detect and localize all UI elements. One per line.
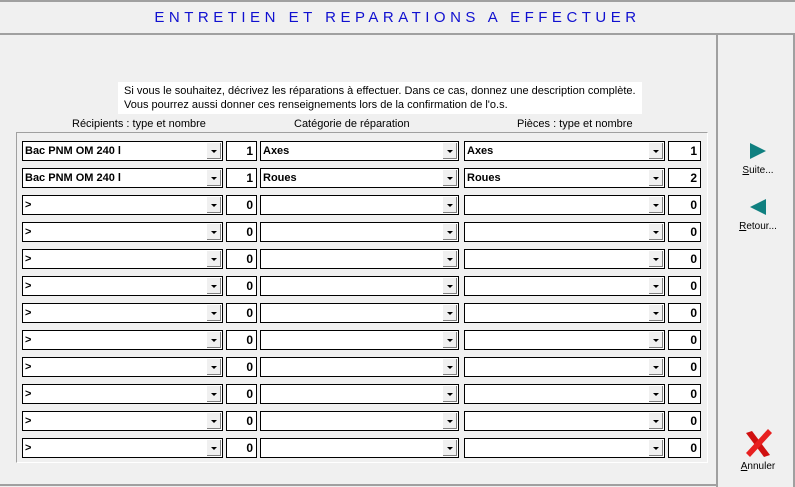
recipient-qty-field[interactable] — [226, 141, 257, 161]
part-combo[interactable] — [464, 276, 665, 296]
part-combo[interactable] — [464, 303, 665, 323]
part-qty-field[interactable] — [668, 330, 701, 350]
chevron-down-icon[interactable] — [207, 170, 221, 186]
cancel-label-rest: nnuler — [747, 461, 776, 472]
cancel-button[interactable] — [728, 427, 788, 472]
recipient-combo[interactable] — [22, 438, 223, 458]
recipient-combo-value: > — [25, 361, 32, 373]
category-combo-value: Roues — [263, 172, 297, 184]
chevron-down-icon[interactable] — [443, 440, 457, 456]
cancel-x-icon — [742, 427, 774, 459]
chevron-down-icon[interactable] — [649, 386, 663, 402]
category-combo[interactable] — [260, 357, 459, 377]
category-combo[interactable] — [260, 438, 459, 458]
chevron-down-icon[interactable] — [207, 143, 221, 159]
part-qty-field[interactable] — [668, 357, 701, 377]
recipient-qty-field-value: 0 — [246, 306, 253, 320]
recipient-combo-value: > — [25, 280, 32, 292]
recipient-qty-field-value: 0 — [246, 360, 253, 374]
chevron-down-icon[interactable] — [443, 251, 457, 267]
recipient-qty-field[interactable] — [226, 411, 257, 431]
chevron-down-icon[interactable] — [649, 197, 663, 213]
recipient-qty-field-value: 0 — [246, 414, 253, 428]
part-combo[interactable] — [464, 438, 665, 458]
info-line: Vous pourrez aussi donner ces renseignements lors de la confirmation de l'o.s. — [124, 99, 508, 111]
part-qty-field-value: 0 — [690, 279, 697, 293]
cancel-accesskey: A — [740, 461, 748, 472]
recipient-combo[interactable] — [22, 330, 223, 350]
recipient-combo[interactable] — [22, 276, 223, 296]
chevron-down-icon[interactable] — [443, 386, 457, 402]
part-qty-field-value: 0 — [690, 441, 697, 455]
part-qty-field-value: 0 — [690, 414, 697, 428]
chevron-down-icon[interactable] — [207, 224, 221, 240]
part-combo[interactable] — [464, 330, 665, 350]
recipient-combo[interactable] — [22, 249, 223, 269]
recipient-qty-field-value: 0 — [246, 279, 253, 293]
chevron-down-icon[interactable] — [443, 224, 457, 240]
chevron-down-icon[interactable] — [207, 278, 221, 294]
recipient-qty-field[interactable] — [226, 330, 257, 350]
category-combo[interactable] — [260, 168, 459, 188]
part-qty-field[interactable] — [668, 141, 701, 161]
chevron-down-icon[interactable] — [207, 413, 221, 429]
part-combo[interactable] — [464, 168, 665, 188]
recipient-combo-value: > — [25, 388, 32, 400]
recipient-qty-field[interactable] — [226, 276, 257, 296]
chevron-down-icon[interactable] — [649, 440, 663, 456]
part-combo[interactable] — [464, 411, 665, 431]
chevron-down-icon[interactable] — [649, 251, 663, 267]
chevron-down-icon[interactable] — [649, 359, 663, 375]
chevron-down-icon[interactable] — [443, 332, 457, 348]
divider — [0, 484, 716, 486]
chevron-down-icon[interactable] — [207, 386, 221, 402]
part-qty-field[interactable] — [668, 168, 701, 188]
chevron-down-icon[interactable] — [649, 278, 663, 294]
part-combo[interactable] — [464, 384, 665, 404]
part-qty-field[interactable] — [668, 276, 701, 296]
recipient-combo[interactable] — [22, 303, 223, 323]
recipient-qty-field[interactable] — [226, 303, 257, 323]
next-label-rest: uite... — [749, 165, 774, 176]
part-combo[interactable] — [464, 357, 665, 377]
recipient-combo-value: Bac PNM OM 240 l — [25, 172, 121, 184]
back-label — [739, 221, 777, 232]
recipient-combo-value: > — [25, 226, 32, 238]
category-combo[interactable] — [260, 384, 459, 404]
recipient-qty-field-value: 0 — [246, 333, 253, 347]
part-qty-field-value: 0 — [690, 360, 697, 374]
category-header: Catégorie de réparation — [294, 118, 410, 130]
recipient-qty-field[interactable] — [226, 438, 257, 458]
chevron-down-icon[interactable] — [207, 440, 221, 456]
recipient-combo[interactable] — [22, 168, 223, 188]
recipient-qty-field[interactable] — [226, 222, 257, 242]
arrow-left-icon — [750, 199, 766, 215]
part-combo-value: Roues — [467, 172, 501, 184]
recipient-combo[interactable] — [22, 411, 223, 431]
part-qty-field[interactable] — [668, 411, 701, 431]
action-panel — [716, 35, 795, 487]
recipient-qty-field[interactable] — [226, 384, 257, 404]
part-qty-field-value: 0 — [690, 306, 697, 320]
part-qty-field[interactable] — [668, 195, 701, 215]
category-combo[interactable] — [260, 195, 459, 215]
recipient-qty-field-value: 0 — [246, 252, 253, 266]
next-accesskey: S — [742, 165, 750, 176]
category-combo[interactable] — [260, 222, 459, 242]
chevron-down-icon[interactable] — [649, 170, 663, 186]
next-label — [742, 165, 773, 176]
recipient-qty-field[interactable] — [226, 195, 257, 215]
part-combo[interactable] — [464, 141, 665, 161]
category-combo[interactable] — [260, 141, 459, 161]
category-combo[interactable] — [260, 276, 459, 296]
back-button[interactable] — [728, 199, 788, 232]
chevron-down-icon[interactable] — [649, 305, 663, 321]
chevron-down-icon[interactable] — [443, 413, 457, 429]
chevron-down-icon[interactable] — [443, 143, 457, 159]
recipient-combo[interactable] — [22, 384, 223, 404]
cancel-label — [741, 461, 775, 472]
part-qty-field-value: 0 — [690, 252, 697, 266]
recipient-qty-field-value: 1 — [246, 171, 253, 185]
recipient-qty-field-value: 0 — [246, 198, 253, 212]
next-button[interactable] — [728, 143, 788, 176]
recipient-combo[interactable] — [22, 222, 223, 242]
part-qty-field-value: 1 — [690, 144, 697, 158]
part-qty-field[interactable] — [668, 384, 701, 404]
chevron-down-icon[interactable] — [443, 278, 457, 294]
parts-header: Pièces : type et nombre — [517, 118, 633, 130]
part-qty-field-value: 0 — [690, 198, 697, 212]
recipient-qty-field[interactable] — [226, 168, 257, 188]
category-combo[interactable] — [260, 330, 459, 350]
recipient-combo-value: > — [25, 334, 32, 346]
back-label-rest: etour... — [746, 221, 777, 232]
chevron-down-icon[interactable] — [443, 359, 457, 375]
recipient-combo-value: > — [25, 307, 32, 319]
part-qty-field-value: 0 — [690, 225, 697, 239]
chevron-down-icon[interactable] — [443, 197, 457, 213]
recipient-combo-value: > — [25, 199, 32, 211]
category-combo[interactable] — [260, 411, 459, 431]
part-qty-field[interactable] — [668, 303, 701, 323]
chevron-down-icon[interactable] — [207, 359, 221, 375]
recipient-combo-value: > — [25, 415, 32, 427]
part-qty-field[interactable] — [668, 249, 701, 269]
recipient-qty-field[interactable] — [226, 357, 257, 377]
part-combo[interactable] — [464, 222, 665, 242]
chevron-down-icon[interactable] — [649, 224, 663, 240]
part-qty-field-value: 2 — [690, 171, 697, 185]
recipient-combo-value: > — [25, 442, 32, 454]
chevron-down-icon[interactable] — [649, 143, 663, 159]
part-combo[interactable] — [464, 249, 665, 269]
category-combo[interactable] — [260, 303, 459, 323]
arrow-right-icon — [750, 143, 766, 159]
info-text — [118, 82, 642, 114]
recipient-qty-field-value: 0 — [246, 387, 253, 401]
recipient-combo[interactable] — [22, 141, 223, 161]
recipient-combo-value: > — [25, 253, 32, 265]
category-combo[interactable] — [260, 249, 459, 269]
title-bar — [0, 0, 795, 35]
part-qty-field[interactable] — [668, 222, 701, 242]
part-combo-value: Axes — [467, 145, 494, 157]
part-qty-field[interactable] — [668, 438, 701, 458]
part-qty-field-value: 0 — [690, 333, 697, 347]
chevron-down-icon[interactable] — [207, 197, 221, 213]
chevron-down-icon[interactable] — [649, 413, 663, 429]
recipient-qty-field-value: 0 — [246, 441, 253, 455]
chevron-down-icon[interactable] — [443, 305, 457, 321]
info-line: Si vous le souhaitez, décrivez les réparations à effectuer. Dans ce cas, donnez une description complète. — [124, 85, 636, 97]
back-accesskey: R — [739, 221, 747, 232]
category-combo-value: Axes — [263, 145, 290, 157]
recipient-qty-field-value: 1 — [246, 144, 253, 158]
chevron-down-icon[interactable] — [443, 170, 457, 186]
recipient-combo-value: Bac PNM OM 240 l — [25, 145, 121, 157]
recipient-qty-field-value: 0 — [246, 225, 253, 239]
chevron-down-icon[interactable] — [207, 251, 221, 267]
part-combo[interactable] — [464, 195, 665, 215]
repairs-grid — [16, 132, 708, 463]
recipient-combo[interactable] — [22, 357, 223, 377]
chevron-down-icon[interactable] — [207, 305, 221, 321]
recipients-header: Récipients : type et nombre — [72, 118, 206, 130]
recipient-qty-field[interactable] — [226, 249, 257, 269]
part-qty-field-value: 0 — [690, 387, 697, 401]
chevron-down-icon[interactable] — [649, 332, 663, 348]
page-title: ENTRETIEN ET REPARATIONS A EFFECTUER — [154, 9, 641, 26]
recipient-combo[interactable] — [22, 195, 223, 215]
chevron-down-icon[interactable] — [207, 332, 221, 348]
